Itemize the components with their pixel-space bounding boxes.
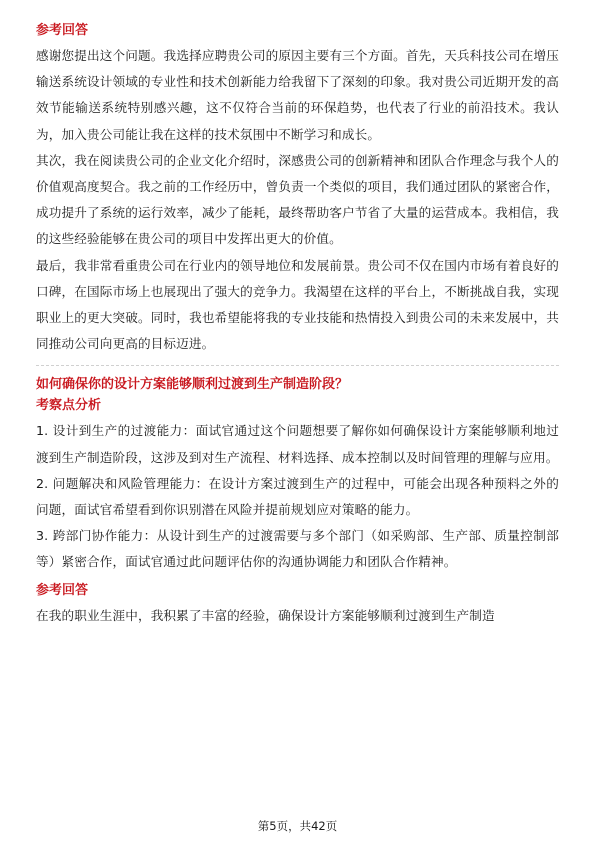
page-footer: 第5页，共42页: [257, 819, 338, 833]
reference-answer-label: 参考回答: [36, 582, 89, 598]
section-divider: [36, 365, 559, 366]
reference-answer-label: 参考回答: [36, 23, 89, 38]
answer-paragraph: 其次，我在阅读贵公司的企业文化介绍时，深感贵公司的创新精神和团队合作理念与我个人的价值观高度契合。我之前的工作经历中，曾负责一个类似的项目，我们通过团队的紧密合作，成功提升了系统的运行效率，减少了能耗，最终帮助客户节省了大量的运营成本。我相信，我的这些经验能够在贵公司的项目中发挥出更大的价值。: [36, 152, 559, 247]
analysis-point: 3. 跨部门协作能力：从设计到生产的过渡需要与多个部门（如采购部、生产部、质量控制部等）紧密合作，面试官通过此问题评估你的沟通协调能力和团队合作精神。: [36, 528, 559, 570]
question-heading: 如何确保你的设计方案能够顺利过渡到生产制造阶段？: [36, 377, 349, 393]
analysis-point: 2. 问题解决和风险管理能力：在设计方案过渡到生产的过程中，可能会出现各种预料之外的问题，面试官希望看到你识别潜在风险并提前规划应对策略的能力。: [36, 475, 559, 518]
analysis-point: 1. 设计到生产的过渡能力：面试官通过这个问题想要了解你如何确保设计方案能够顺利地过渡到生产制造阶段，这涉及到对生产流程、材料选择、成本控制以及时间管理的理解与应用。: [36, 423, 559, 465]
page-content: [36, 22, 559, 629]
answer-paragraph: 感谢您提出这个问题。我选择应聘贵公司的原因主要有三个方面。首先，天兵科技公司在增压输送系统设计领域的专业性和技术创新能力给我留下了深刻的印象。我对贵公司近期开发的高效节能输送系统特别感兴趣，这不仅符合当前的环保趋势，也代表了行业的前沿技术。我认为，加入贵公司能让我在这样的技术氛围中不断学习和成长。: [36, 48, 559, 142]
analysis-label: 考察点分析: [36, 398, 102, 414]
answer-paragraph: 在我的职业生涯中，我积累了丰富的经验，确保设计方案能够顺利过渡到生产制造: [36, 607, 495, 623]
answer-paragraph: 最后，我非常看重贵公司在行业内的领导地位和发展前景。贵公司不仅在国内市场有着良好的口碑，在国际市场上也展现出了强大的竞争力。我渴望在这样的平台上，不断挑战自我，实现职业上的更大突破。同时，我也希望能将我的专业技能和热情投入到贵公司的未来发展中，共同推动公司向更高的目标迈进。: [36, 257, 559, 352]
